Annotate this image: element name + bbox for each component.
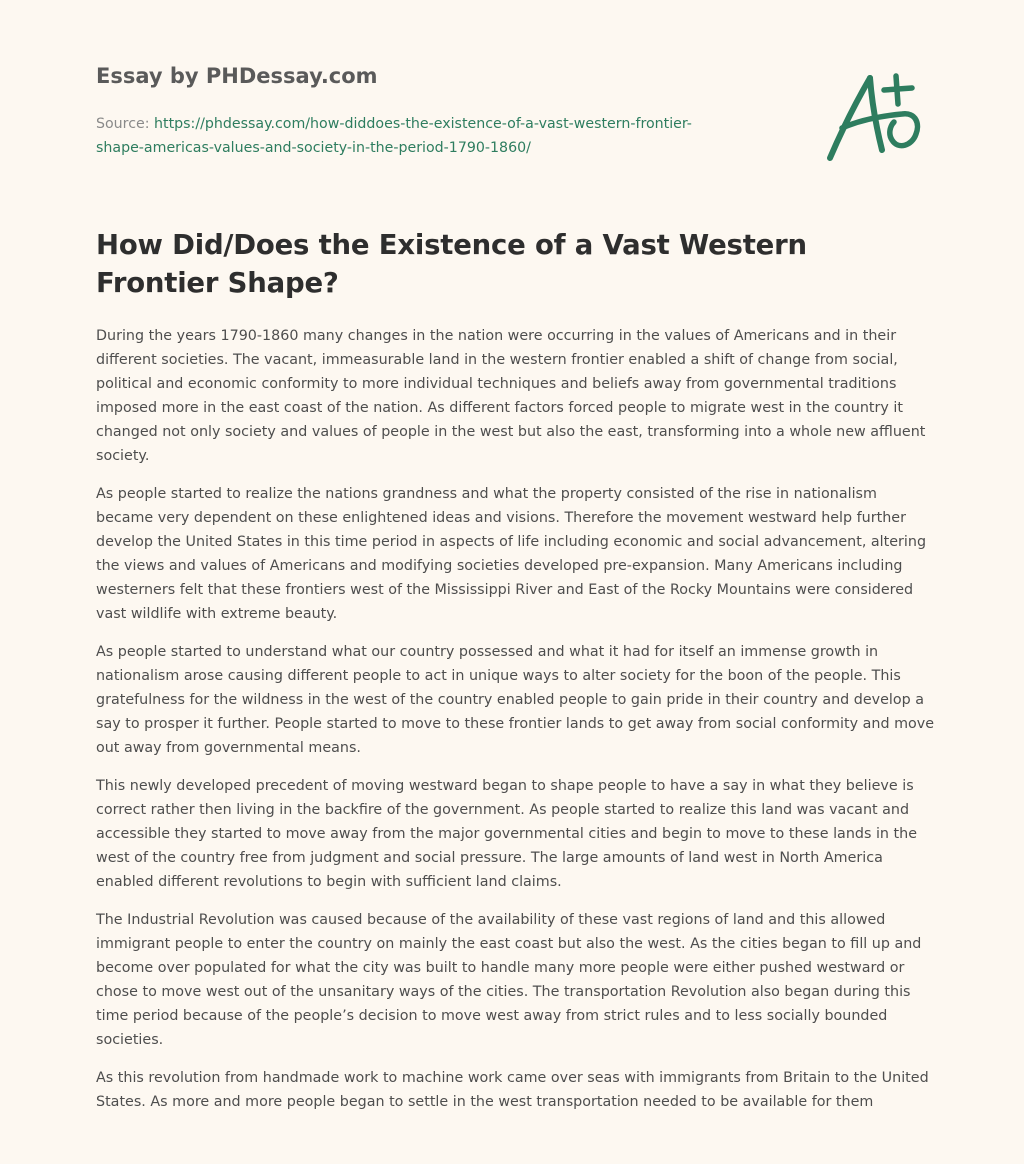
source-link-line2: shape-americas-values-and-society-in-the-period-1790-1860/ — [96, 140, 531, 156]
essay-paragraph: During the years 1790-1860 many changes in the nation were occurring in the values of Americans and in their different societies. The vacant, immeasurable land in the western frontier enabled a shift of change from social, political and economic conformity to more individual techniques and beliefs away from governmental traditions imposed more in the east coast of the nation. As different factors forced people to migrate west in the country it changed not only society and values of people in the west but also the east, transforming into a whole new affluent society. — [96, 328, 926, 464]
essay-paragraph: As this revolution from handmade work to machine work came over seas with immigrants from Britain to the United States. As more and more people began to settle in the west transportation needed to be available for them — [96, 1070, 929, 1110]
essay-title: How Did/Does the Existence of a Vast Western Frontier Shape? — [96, 229, 807, 299]
source-link[interactable] — [96, 116, 692, 156]
essay-paragraph: The Industrial Revolution was caused because of the availability of these vast regions of land and this allowed immigrant people to enter the country on mainly the east coast but also the west. As the cities began to fill up and become over populated for what the city was built to handle many more people were either pushed westward or chose to move west out of the unsanitary ways of the cities. The transportation Revolution also began during this time period because of the people’s decision to move west away from strict rules and to less socially bounded societies. — [96, 912, 922, 1048]
a-plus-grade-icon — [820, 64, 930, 168]
site-title: Essay by PHDessay.com — [96, 64, 378, 88]
source-link-line1: https://phdessay.com/how-diddoes-the-existence-of-a-vast-western-frontier- — [154, 116, 692, 132]
source-line — [96, 112, 776, 160]
source-label: Source: — [96, 116, 155, 132]
essay-paragraph: As people started to understand what our country possessed and what it had for itself an immense growth in nationalism arose causing different people to act in unique ways to alter society for the boon of the people. This gratefulness for the wildness in the west of the country enabled people to gain pride in their country and develop a say to prosper it further. People started to move to these frontier lands to get away from social conformity and move out away from governmental means. — [96, 644, 935, 756]
essay-paragraph: As people started to realize the nations grandness and what the property consisted of the rise in nationalism became very dependent on these enlightened ideas and visions. Therefore the movement westward help further develop the United States in this time period in aspects of life including economic and social advancement, altering the views and values of Americans and modifying societies developed pre-expansion. Many Americans including westerners felt that these frontiers west of the Mississippi River and East of the Rocky Mountains were considered vast wildlife with extreme beauty. — [96, 486, 927, 622]
essay-body — [96, 324, 936, 1128]
essay-paragraph: This newly developed precedent of moving westward began to shape people to have a say in what they believe is correct rather then living in the backfire of the government. As people started to realize this land was vacant and accessible they started to move away from the major governmental cities and begin to move to these lands in the west of the country free from judgment and social pressure. The large amounts of land west in North America enabled different revolutions to begin with sufficient land claims. — [96, 778, 917, 890]
page-header — [96, 62, 776, 160]
